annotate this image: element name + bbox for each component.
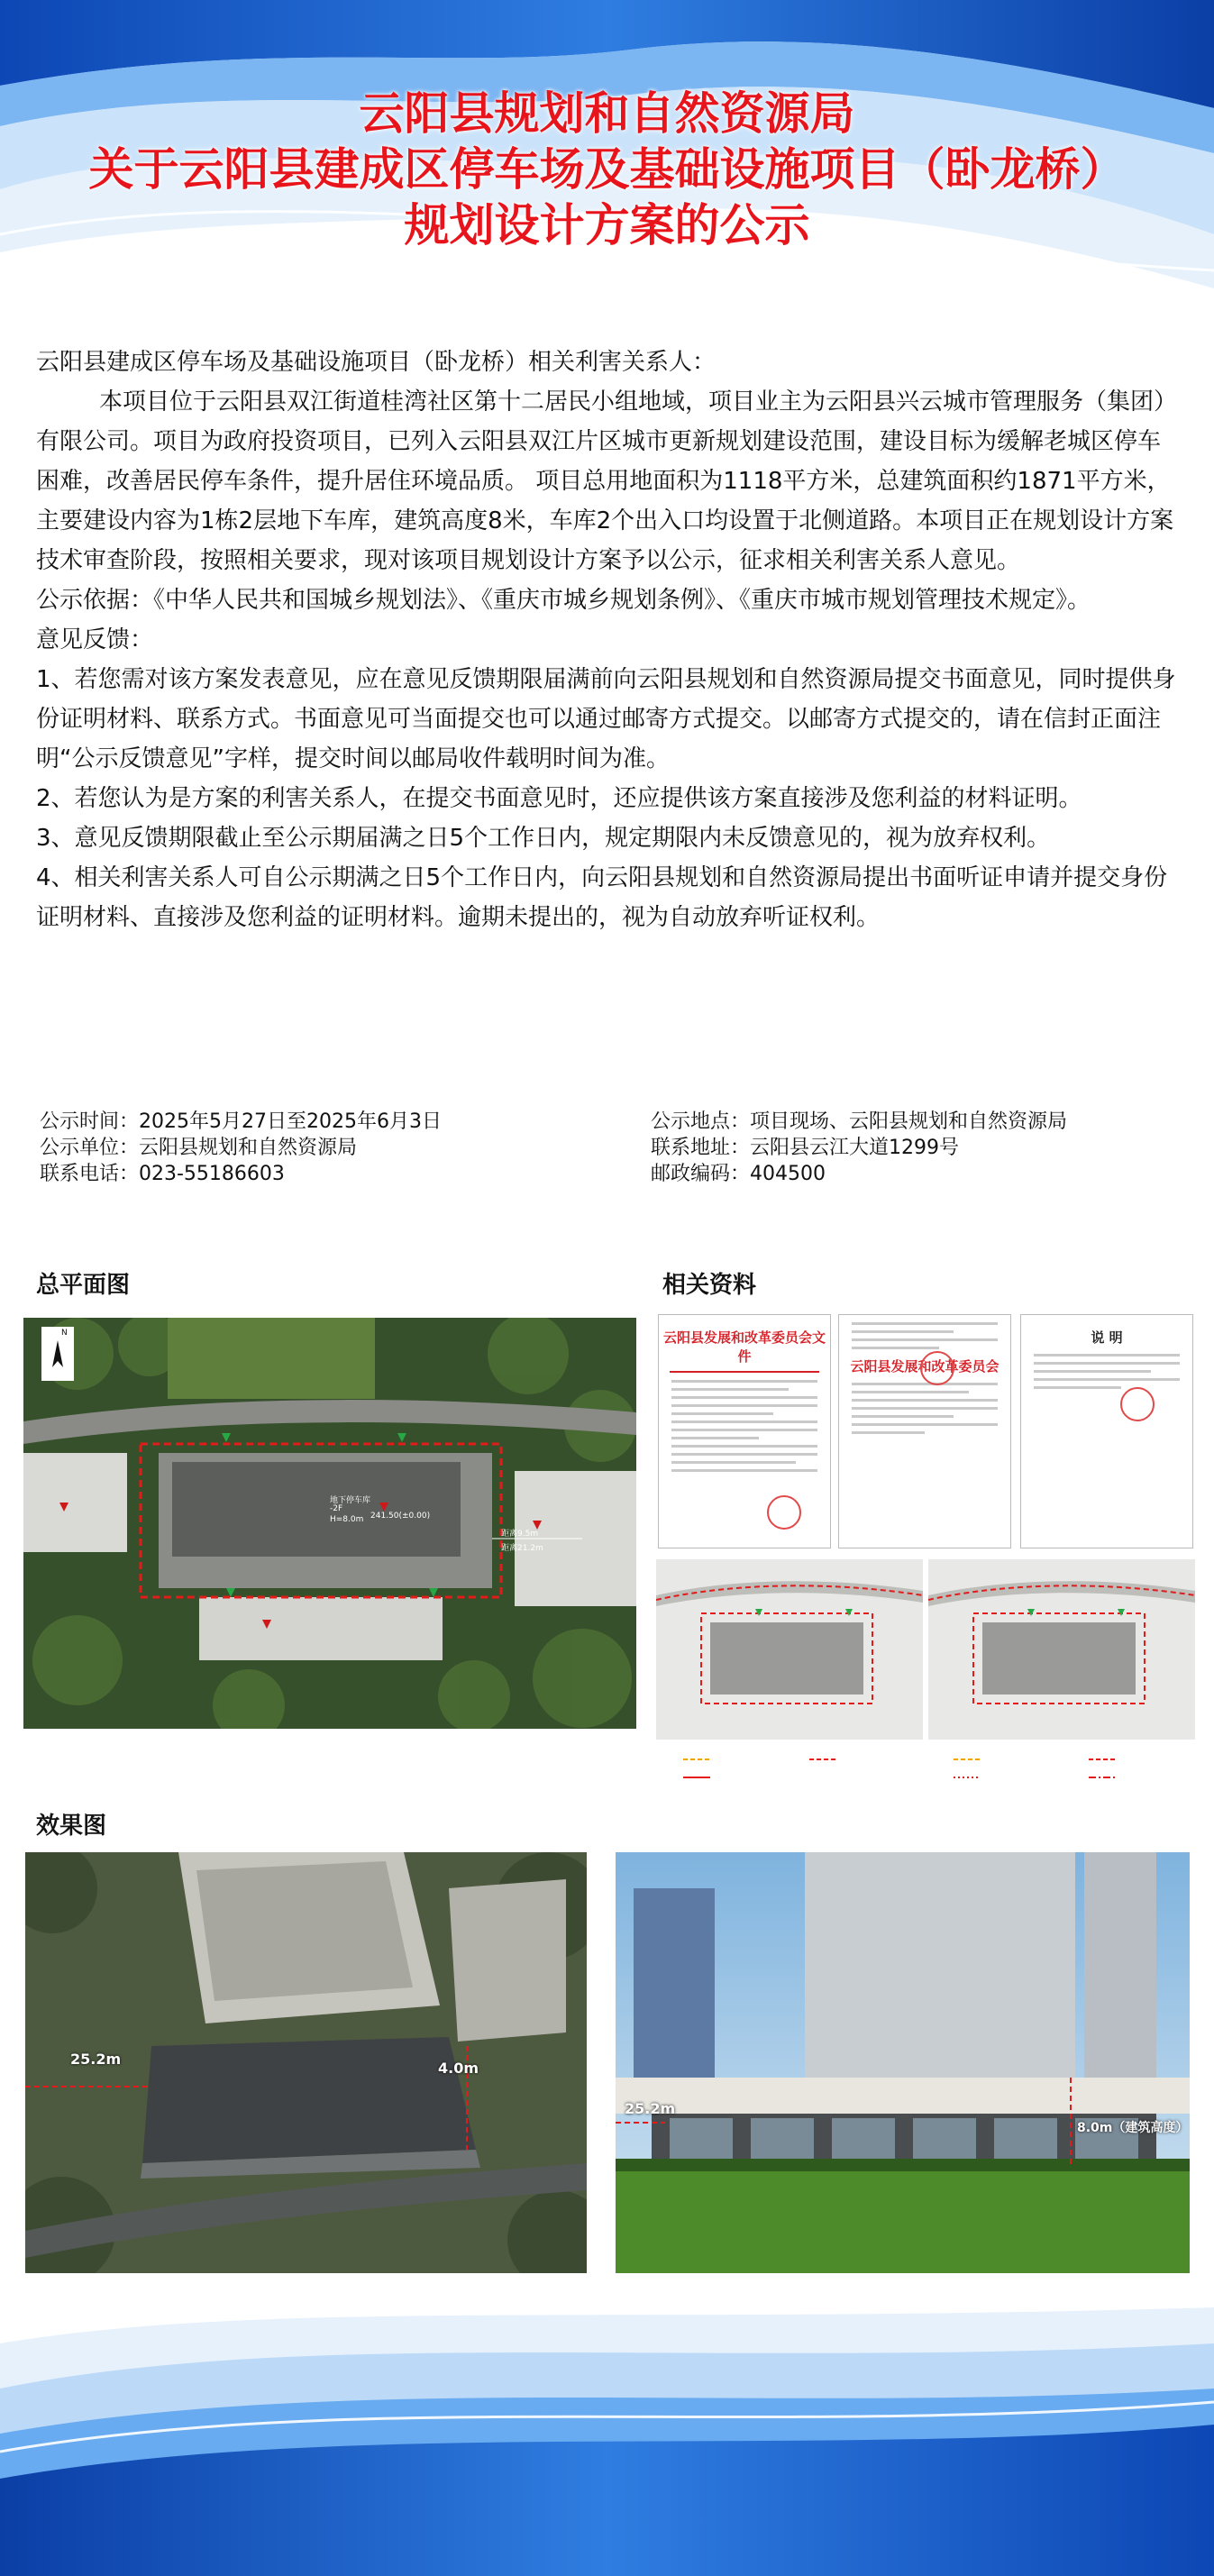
postcode: 邮政编码：404500: [651, 1163, 826, 1185]
document-thumbnail-2: [838, 1314, 1011, 1548]
notice-unit: 公示单位：云阳县规划和自然资源局: [40, 1137, 358, 1159]
street-rendering-drawing: [616, 1852, 1190, 2273]
document-2-heading: 云阳县发展和改革委员会: [850, 1358, 999, 1375]
aerial-left-dimension: 25.2m: [70, 2051, 122, 2068]
site-plan-image: [23, 1318, 636, 1729]
notice-body: [36, 343, 1181, 937]
section-plan-title: 总平面图: [36, 1272, 131, 1299]
document-1-heading: 云阳县发展和改革委员会文件: [662, 1329, 826, 1365]
plan-label-height: H=8.0m: [330, 1515, 364, 1524]
plan-label-distance-2: 距离21.2m: [501, 1544, 543, 1553]
aerial-right-dimension: 4.0m: [438, 2060, 479, 2077]
contact-address: 联系地址：云阳县云江大道1299号: [651, 1137, 959, 1159]
stamp-icon: [1120, 1387, 1155, 1421]
contact-phone: 联系电话：023-55186603: [40, 1163, 285, 1185]
document-thumbnail-1: [658, 1314, 831, 1548]
plan-legend: [656, 1749, 1195, 1788]
title-line-3: 规划设计方案的公示: [404, 199, 810, 251]
plan-thumbnail-2-drawing: [928, 1559, 1195, 1740]
street-height-dimension: 8.0m（建筑高度）: [1077, 2121, 1189, 2135]
plan-label-elevation: 241.50(±0.00): [370, 1512, 431, 1521]
section-effect-title: 效果图: [36, 1813, 107, 1840]
document-3-heading: 说 明: [1091, 1329, 1123, 1346]
stamp-icon: [920, 1351, 954, 1385]
basis-paragraph: 公示依据：《中华人民共和国城乡规划法》、《重庆市城乡规划条例》、《重庆市城市规划管理技术规定》。: [36, 587, 1091, 614]
plan-label-floors: -2F: [330, 1504, 343, 1513]
notice-time: 公示时间：2025年5月27日至2025年6月3日: [40, 1110, 442, 1133]
north-arrow-label: N: [61, 1329, 68, 1338]
feedback-item-2: 2、若您认为是方案的利害关系人，在提交书面意见时，还应提供该方案直接涉及您利益的材料证明。: [36, 785, 1082, 812]
aerial-rendering: [25, 1852, 587, 2273]
info-right: [651, 1109, 1067, 1187]
intro-paragraph: 本项目位于云阳县双江街道桂湾社区第十二居民小组地域，项目业主为云阳县兴云城市管理服务（集团）有限公司。项目为政府投资项目，已列入云阳县双江片区城市更新规划建设范围，建设目标为缓解老城区停车困难，改善居民停车条件，提升居住环境品质。 项目总用地面积为1118平方米，总建筑面积约1871平方米，主要建设内容为1栋2层地下车库，建筑高度8米，车库2个出入口均设置于北侧道路。本项目正在规划设计方案技术审查阶段，按照相关要求，现对该项目规划设计方案予以公示，征求相关利害关系人意见。: [36, 388, 1178, 574]
bottom-banner: [0, 2289, 1214, 2576]
street-rendering: [616, 1852, 1190, 2273]
plan-thumbnail-2: [928, 1559, 1195, 1740]
feedback-item-1: 1、若您需对该方案发表意见，应在意见反馈期限届满前向云阳县规划和自然资源局提交书面意见，同时提供身份证明材料、联系方式。书面意见可当面提交也可以通过邮寄方式提交。以邮寄方式提交的，请在信封正面注明“公示反馈意见”字样，提交时间以邮局收件载明时间为准。: [36, 666, 1176, 772]
plan-thumbnail-1-drawing: [656, 1559, 923, 1740]
page-title: [0, 86, 1214, 253]
plan-thumbnail-1: [656, 1559, 923, 1740]
feedback-item-4: 4、相关利害关系人可自公示期满之日5个工作日内，向云阳县规划和自然资源局提出书面听证申请并提交身份证明材料、直接涉及您利益的证明材料。逾期未提出的，视为自动放弃听证权利。: [36, 864, 1168, 931]
feedback-item-3: 3、意见反馈期限截止至公示期届满之日5个工作日内，规定期限内未反馈意见的，视为放弃权利。: [36, 825, 1051, 852]
title-line-1: 云阳县规划和自然资源局: [359, 87, 855, 140]
section-materials-title: 相关资料: [662, 1272, 757, 1299]
salutation: 云阳县建成区停车场及基础设施项目（卧龙桥）相关利害关系人：: [36, 349, 717, 376]
plan-label-distance-1: 距离9.5m: [501, 1530, 539, 1539]
feedback-heading: 意见反馈：: [36, 626, 154, 653]
notice-place: 公示地点：项目现场、云阳县规划和自然资源局: [651, 1110, 1068, 1133]
stamp-icon: [767, 1495, 801, 1530]
info-left: [40, 1109, 442, 1187]
title-line-2: 关于云阳县建成区停车场及基础设施项目（卧龙桥）: [88, 143, 1126, 196]
document-thumbnail-3: [1020, 1314, 1193, 1548]
plan-label-building: 地下停车库: [330, 1496, 371, 1505]
street-left-dimension: 25.2m: [625, 2100, 676, 2117]
